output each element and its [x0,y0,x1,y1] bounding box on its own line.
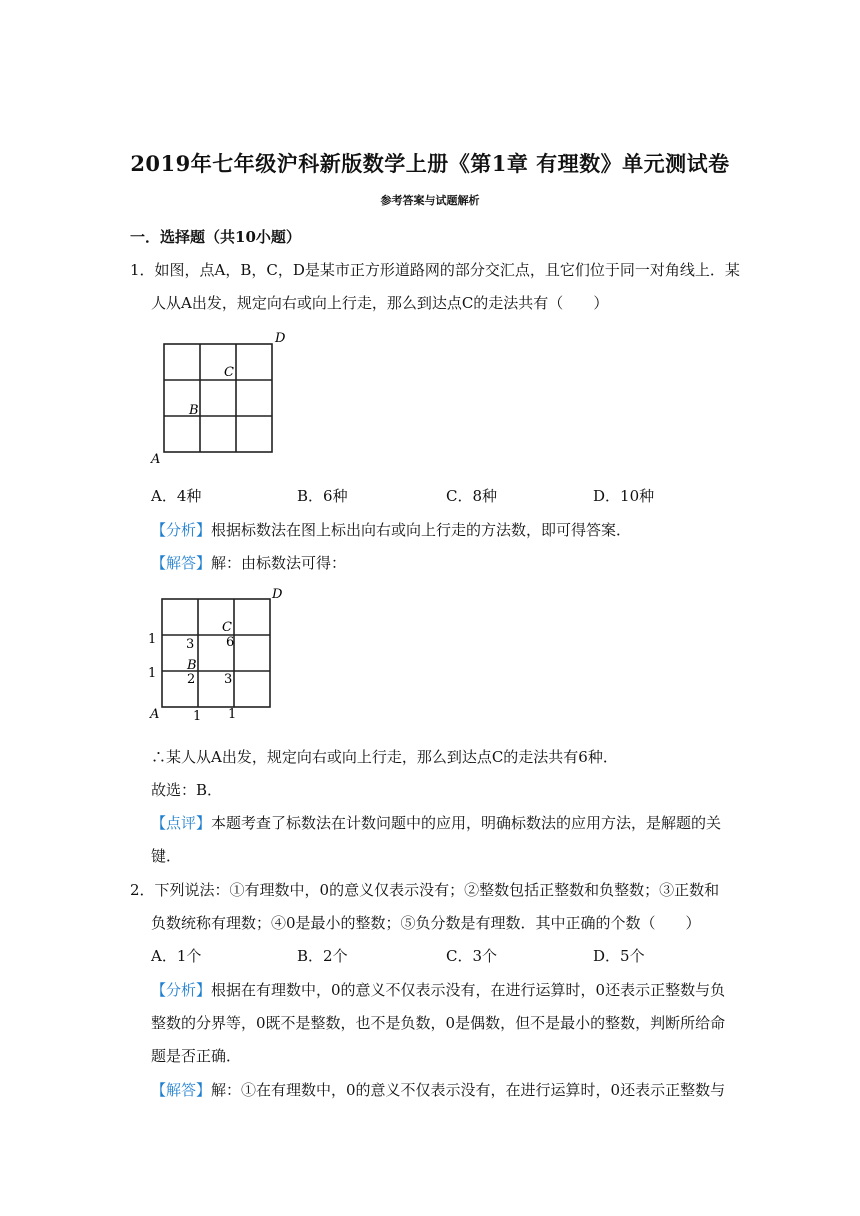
q1-option-b: B．6种 [297,487,348,505]
label-c: C [222,620,232,635]
q1-comment [151,812,721,833]
q2-stem-line1: 2．下列说法：①有理数中，0的意义仅表示没有；②整数包括正整数和负整数；③正数和 [130,881,720,899]
analysis-tag: 【分析】 [151,981,212,999]
analysis-tag: 【分析】 [151,521,212,539]
label-d: D [275,331,286,346]
page-title: 2019年七年级沪科新版数学上册《第1章 有理数》单元测试卷 [130,151,730,176]
count-2: 2 [187,672,196,687]
q2-analysis-line3: 题是否正确． [151,1047,242,1065]
answer-tag: 【解答】 [151,1081,212,1099]
q1-choice: 故选：B． [151,781,223,799]
q1-analysis [151,519,631,540]
label-b: B [189,403,199,418]
comment-tag: 【点评】 [151,814,212,832]
q1-stem-line2: 人从A出发，规定向右或向上行走，那么到达点C的走法共有（ ） [151,294,609,312]
analysis-text: 根据在有理数中，0的意义不仅表示没有，在进行运算时，0还表示正整数与负 [211,981,726,999]
q1-conclusion: ∴某人从A出发，规定向右或向上行走，那么到达点C的走法共有6种． [151,748,618,766]
label-b: B [187,658,197,673]
answer-tag: 【解答】 [151,554,212,572]
count-left-1: 1 [148,632,157,647]
q2-answer [151,1079,725,1100]
q1-stem-line1: 1．如图，点A，B，C，D是某市正方形道路网的部分交汇点，且它们位于同一对角线上．某 [130,261,740,279]
label-d: D [272,587,283,602]
answer-text: 解：①在有理数中，0的意义不仅表示没有，在进行运算时，0还表示正整数与 [211,1081,726,1099]
count-bottom-2: 1 [228,707,237,722]
q2-stem-line2: 负数统称有理数；④0是最小的整数；⑤负分数是有理数．其中正确的个数（ ） [151,914,701,932]
q2-option-c: C．3个 [446,947,498,965]
q1-answer [151,552,346,573]
label-a: A [150,707,160,722]
label-c: C [224,365,234,380]
q1-option-d: D．10种 [593,487,655,505]
q2-analysis [151,979,725,1000]
count-left-2: 1 [148,666,157,681]
q1-option-c: C．8种 [446,487,498,505]
label-a: A [151,452,161,466]
q1-option-a: A．4种 [151,487,202,505]
section-heading: 一．选择题（共10小题） [130,228,301,246]
count-bottom-1: 1 [193,709,202,724]
analysis-text: 根据标数法在图上标出向右或向上行走的方法数，即可得答案． [211,521,632,539]
q1-solution-figure [144,585,294,725]
q2-option-a: A．1个 [151,947,202,965]
count-3b: 3 [224,672,233,687]
count-3: 3 [186,637,195,652]
q2-analysis-line2: 整数的分界等，0既不是整数，也不是负数，0是偶数，但不是最小的整数，判断所给命 [151,1014,726,1032]
q2-option-d: D．5个 [593,947,645,965]
q1-grid-figure [148,328,293,466]
q2-option-b: B．2个 [297,947,348,965]
comment-text: 本题考查了标数法在计数问题中的应用，明确标数法的应用方法，是解题的关 [211,814,722,832]
q1-comment-line2: 键． [151,847,182,865]
page-subtitle: 参考答案与试题解析 [380,194,480,207]
count-6: 6 [226,635,235,650]
answer-text: 解：由标数法可得： [211,554,347,572]
